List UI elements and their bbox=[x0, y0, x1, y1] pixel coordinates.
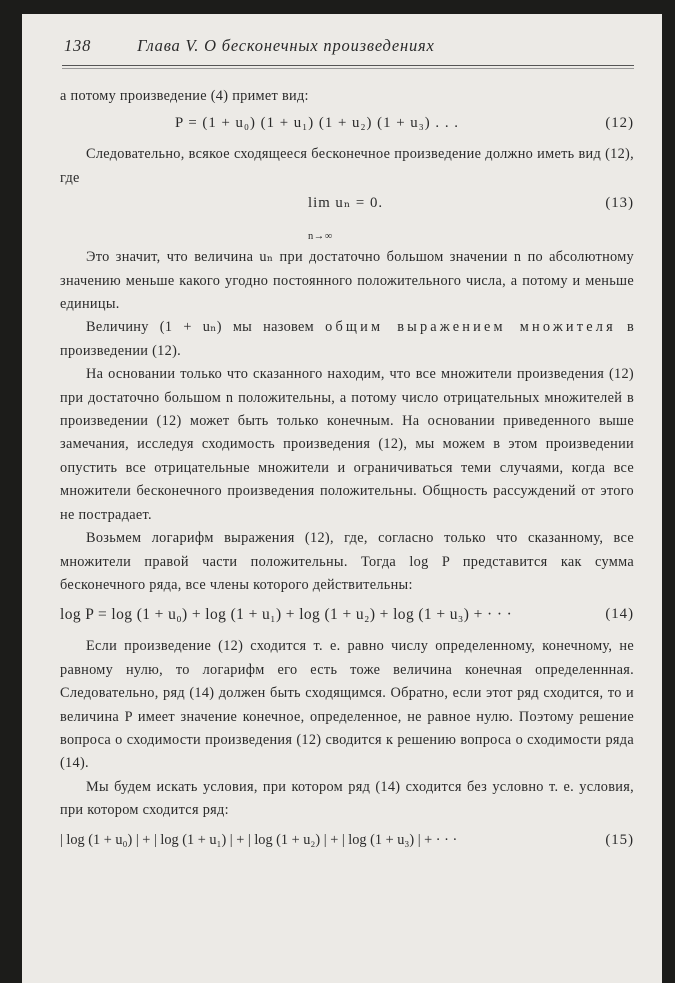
equation-15-number: (15) bbox=[605, 831, 634, 848]
page-body bbox=[60, 85, 634, 857]
equation-14-number: (14) bbox=[605, 606, 634, 623]
paragraph-3-end: в произведении (12). bbox=[60, 319, 635, 359]
equation-15-expr: | log (1 + u₀) | + | log (1 + u₁) | + | log (1 + u₂) | + | log (1 + u₃) | + · · · bbox=[60, 831, 458, 848]
paragraph-1: Следовательно, всякое сходящееся бесконечное произведение должно иметь вид (12), где bbox=[60, 146, 634, 186]
header-rule-thin bbox=[62, 68, 634, 69]
equation-13 bbox=[60, 190, 634, 242]
running-title: Глава V. О бесконечных произведениях bbox=[137, 36, 435, 55]
equation-13-expr bbox=[308, 192, 384, 242]
paragraph-4: На основании только что сказанного находим, что все множители произведения (12) при достаточно большом n положительны, а потому число отрицательных множителей в произведении (12) может быть только конечным. На основании приведенного выше замечания, исследуя сходимость произведения (12), мы можем в этом произведении опустить все отрицательные множители и ограничиваться теми случаями, когда все множители бесконечного произведения положительны. Общность рассуждений от этого не пострадает. bbox=[60, 366, 634, 523]
equation-12-expr: P = (1 + u₀) (1 + u₁) (1 + u₂) (1 + u₃) . . . bbox=[175, 115, 459, 132]
equation-13-lim: lim uₙ = 0. bbox=[308, 195, 384, 212]
paragraph-5: Возьмем логарифм выражения (12), где, согласно только что сказанному, все множители правой части положительны. Тогда log P представится как сумма бесконечного ряда, все члены которого действительны: bbox=[60, 530, 634, 593]
paragraph-3-emphasis: общим выражением множителя bbox=[325, 319, 616, 336]
equation-13-subscript: n→∞ bbox=[308, 230, 333, 242]
header-rule bbox=[62, 65, 634, 66]
equation-14-expr: log P = log (1 + u₀) + log (1 + u₁) + log (1 + u₂) + log (1 + u₃) + · · · bbox=[60, 606, 513, 624]
page-header bbox=[64, 36, 634, 56]
equation-13-number: (13) bbox=[605, 195, 634, 212]
paragraph-3-start: Величину (1 + uₙ) мы назовем bbox=[86, 319, 315, 336]
paragraph-2: Это значит, что величина uₙ при достаточно большом значении n по абсолютному значению меньше какого угодно постоянного положительного числа, а потому и меньше единицы. bbox=[60, 249, 634, 313]
equation-14 bbox=[60, 597, 634, 631]
equation-12 bbox=[60, 108, 634, 139]
paragraph-3 bbox=[60, 316, 634, 363]
page-number: 138 bbox=[64, 36, 92, 55]
equation-12-number: (12) bbox=[605, 115, 634, 132]
equation-15 bbox=[60, 823, 634, 857]
paragraph-6: Если произведение (12) сходится т. е. равно числу определенному, конечному, не равному нулю, то логарифм его есть тоже величина конечная определеннная. Следовательно, ряд (14) должен быть сходящимся. Обратно, если этот ряд сходится, то и величина P имеет значение конечное, определенное, не равное нулю. Поэтому решение вопроса о сходимости произведения (12) сводится к решению вопроса о сходимости ряда (14). bbox=[60, 638, 634, 772]
book-page bbox=[22, 14, 662, 983]
intro-line: а потому произведение (4) примет вид: bbox=[60, 88, 309, 104]
paragraph-7: Мы будем искать условия, при котором ряд (14) сходится без условно т. е. условия, при котором сходится ряд: bbox=[60, 778, 634, 819]
